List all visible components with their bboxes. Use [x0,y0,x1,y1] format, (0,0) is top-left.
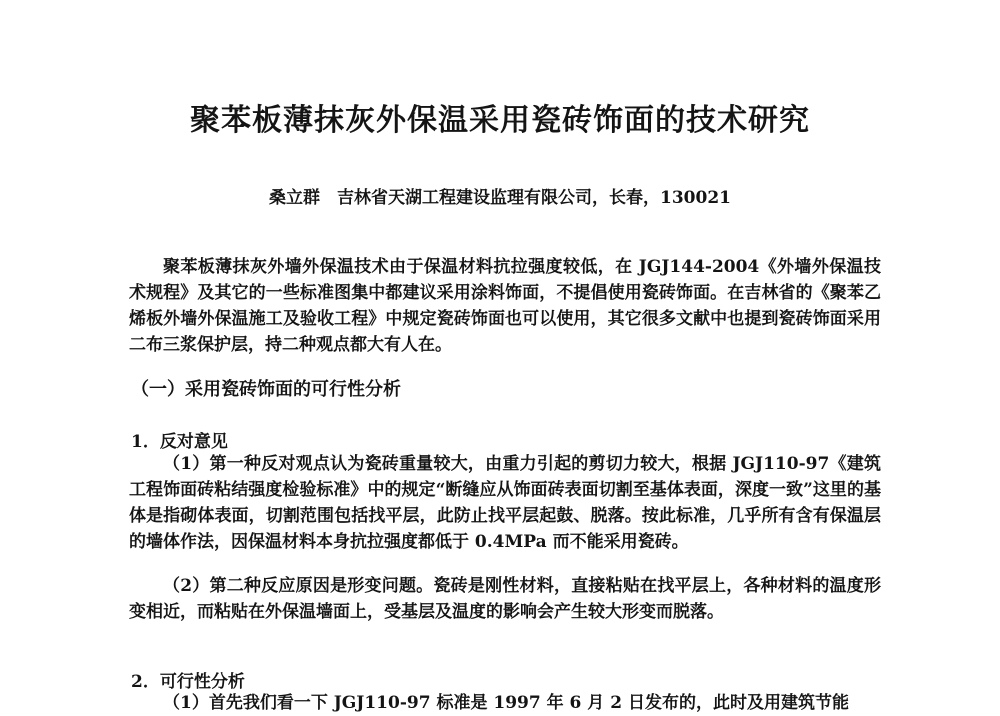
paragraph-objection-2: （2）第二种反应原因是形变问题。瓷砖是刚性材料，直接粘贴在找平层上，各种材料的温度形变相近，而粘贴在外保温墙面上，受基层及温度的影响会产生较大形变而脱落。 [129,576,881,622]
subsection-heading-objections: 1．反对意见 [131,432,228,452]
paragraph-analysis-1: （1）首先我们看一下 JGJ110-97 标准是 1997 年 6 月 2 日发布的，此时及用建筑节能 [163,693,849,713]
author-byline: 桑立群 吉林省天湖工程建设监理有限公司，长春，130021 [269,188,731,208]
subsection-heading-feasibility-analysis: 2．可行性分析 [131,672,245,692]
paper-title: 聚苯板薄抹灰外保温采用瓷砖饰面的技术研究 [190,103,810,138]
intro-paragraph: 聚苯板薄抹灰外墙外保温技术由于保温材料抗拉强度较低，在 JGJ144-2004《外墙外保温技术规程》及其它的一些标准图集中都建议采用涂料饰面，不提倡使用瓷砖饰面。在吉林省的《聚苯乙烯板外墙外保温施工及验收工程》中规定瓷砖饰面也可以使用，其它很多文献中也提到瓷砖饰面采用二布三浆保护层，持二种观点都大有人在。 [129,257,881,355]
section-heading-feasibility: （一）采用瓷砖饰面的可行性分析 [131,379,401,400]
paragraph-objection-1: （1）第一种反对观点认为瓷砖重量较大，由重力引起的剪切力较大，根据 JGJ110-97《建筑工程饰面砖粘结强度检验标准》中的规定“断缝应从饰面砖表面切割至基体表面，深度一致”这里的基体是指砌体表面，切割范围包括找平层，此防止找平层起鼓、脱落。按此标准，几乎所有含有保温层的墙体作法，因保温材料本身抗拉强度都低于 0.4MPa 而不能采用瓷砖。 [129,454,881,552]
